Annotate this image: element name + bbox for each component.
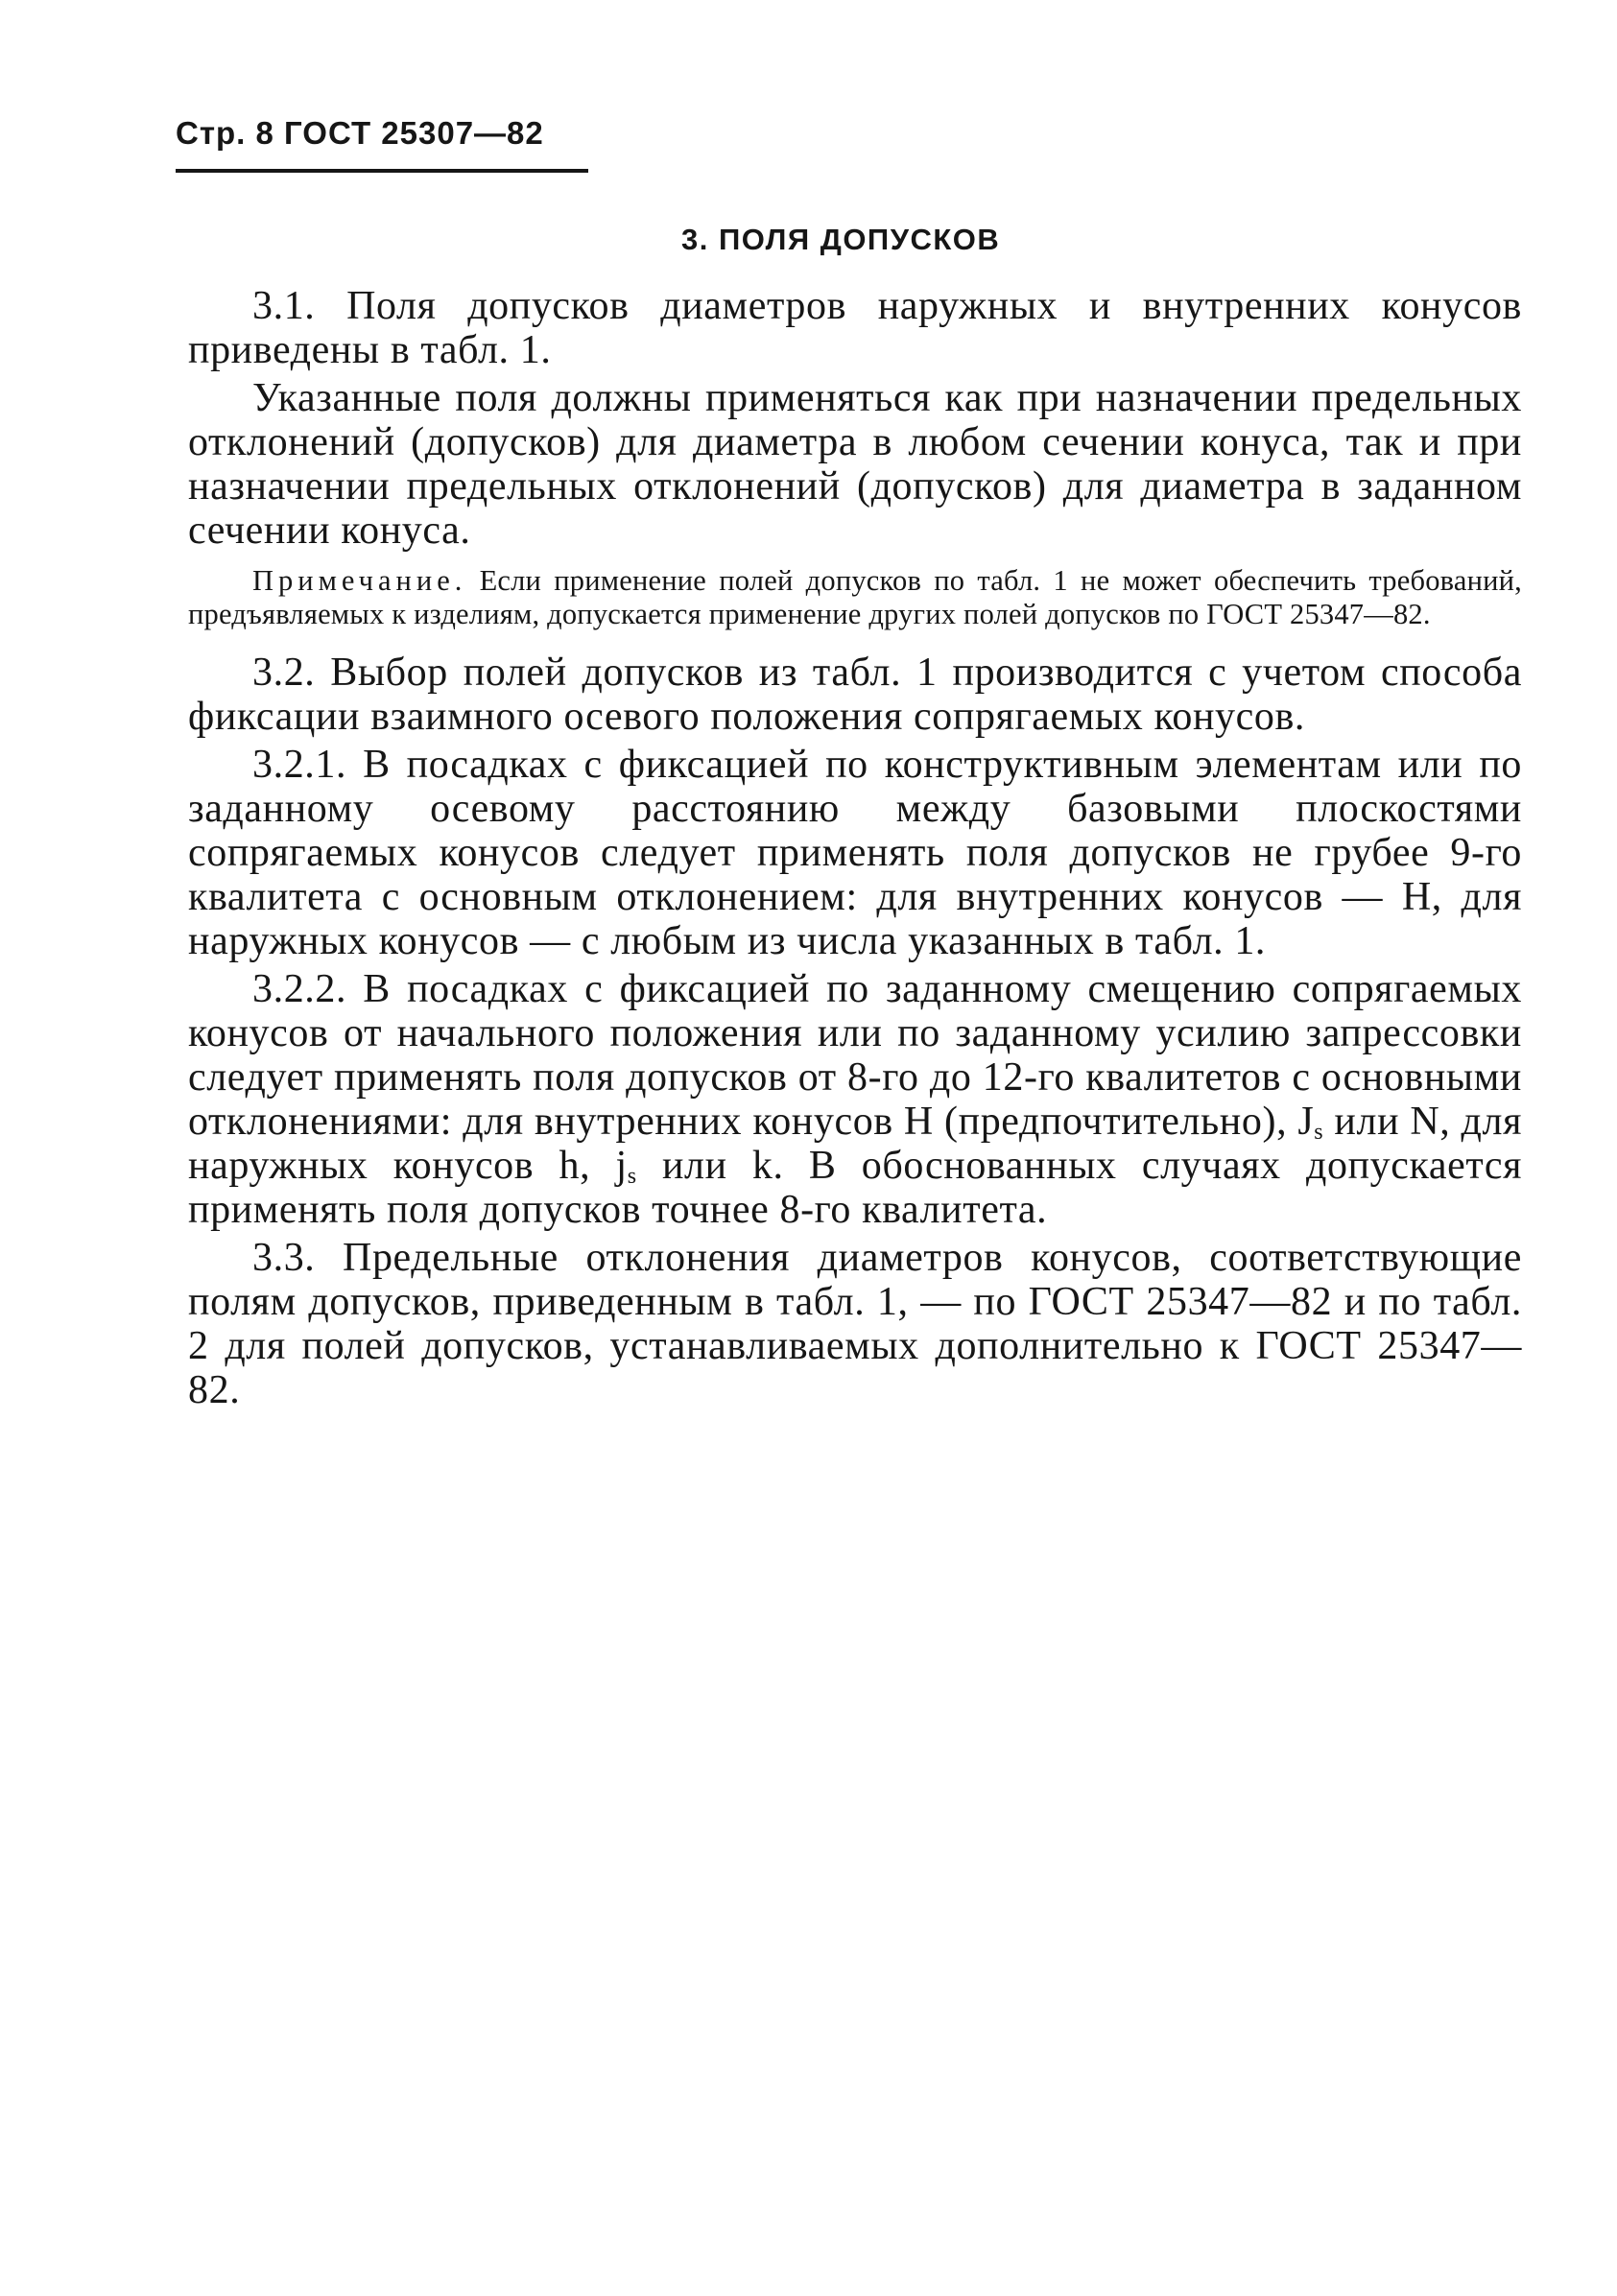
note-label: Примечание. — [252, 564, 467, 597]
paragraph-3-2-2-part-a: 3.2.2. В посадках с фиксацией по заданному смещению сопрягаемых конусов от начального положения или по заданному усилию запрессовки следует применять поля допусков от 8-го до 12-го квалитетов с основными отклонениями: для внутренних конусов Н (предпочтительно), J — [188, 967, 1522, 1144]
note-text: Если применение полей допусков по табл. 1 не может обеспечить требований, предъявляемых к изделиям, допускается применение других полей допусков по ГОСТ 25347—82. — [188, 564, 1522, 630]
paragraph-3-1: 3.1. Поля допусков диаметров наружных и внутренних конусов приведены в табл. 1. — [188, 284, 1522, 372]
section-title: 3. ПОЛЯ ДОПУСКОВ — [681, 223, 1001, 256]
note — [188, 564, 1522, 631]
header-rule — [176, 169, 588, 173]
paragraph-3-2-2-part-c: или k. В обоснованных случаях допускается применять поля допусков точнее 8-го квалитета. — [188, 1144, 1522, 1232]
paragraph-3-1-continuation: Указанные поля должны применяться как при назначении предельных отклонений (допусков) для диаметра в любом сечении конуса, так и при назначении предельных отклонений (допусков) для диаметра в заданном сечении конуса. — [188, 376, 1522, 553]
paragraph-3-2-2-part-b: или N, для наружных конусов h, j — [188, 1100, 1522, 1188]
page-header: Стр. 8 ГОСТ 25307—82 — [176, 115, 544, 151]
paragraph-3-2-2 — [188, 967, 1522, 1232]
subscript-s: s — [1314, 1120, 1324, 1145]
paragraph-3-3: 3.3. Предельные отклонения диаметров конусов, соответствующие полям допусков, приведенным в табл. 1, — по ГОСТ 25347—82 и по табл. 2 для полей допусков, устанавливаемых дополнительно к ГОСТ 25347—82. — [188, 1236, 1522, 1412]
subscript-s: s — [627, 1164, 637, 1189]
document-body — [188, 284, 1522, 1412]
paragraph-3-2-1: 3.2.1. В посадках с фиксацией по конструктивным элементам или по заданному осевому расстоянию между базовыми плоскостями сопрягаемых конусов следует применять поля допусков не грубее 9-го квалитета с основным отклонением: для внутренних конусов — Н, для наружных конусов — с любым из числа указанных в табл. 1. — [188, 743, 1522, 963]
paragraph-3-2: 3.2. Выбор полей допусков из табл. 1 производится с учетом способа фиксации взаимного осевого положения сопрягаемых конусов. — [188, 651, 1522, 739]
